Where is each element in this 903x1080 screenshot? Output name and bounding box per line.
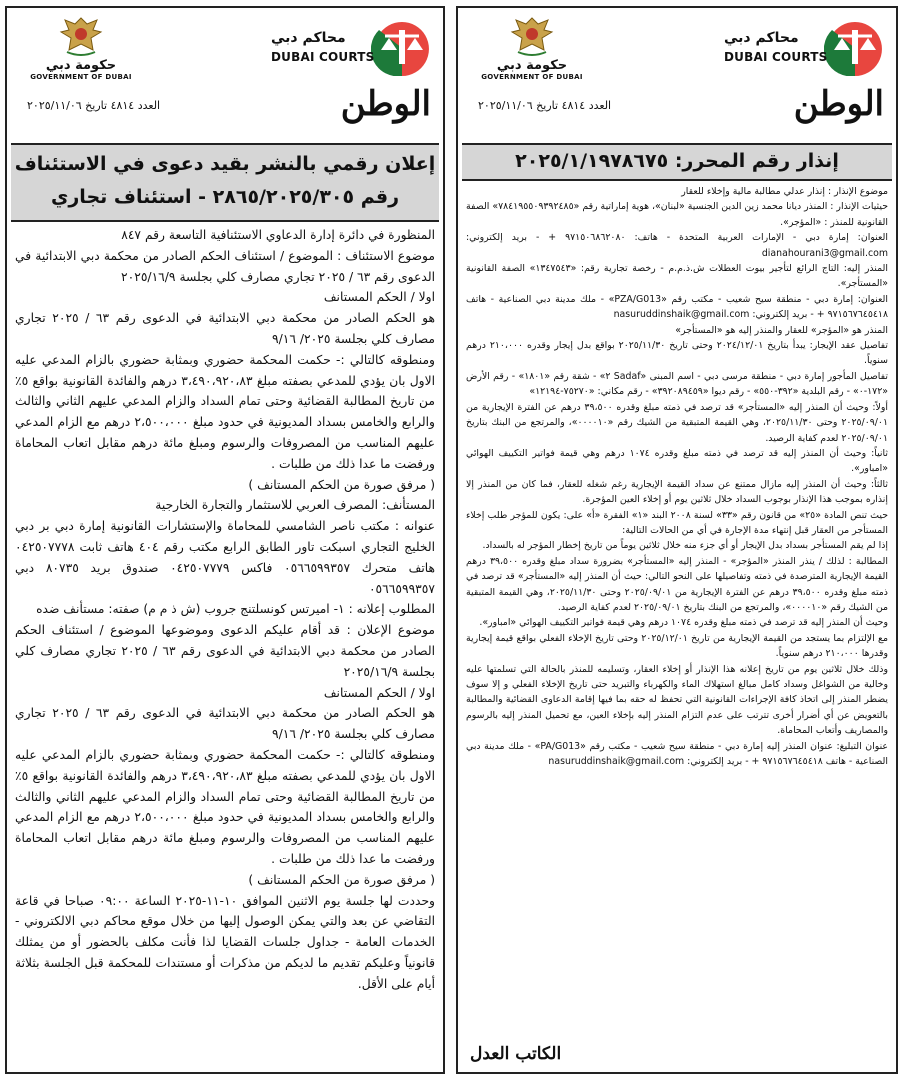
paragraph: حيث تنص المادة «٢٥» من قانون رقم «٣٣» لسنة ٢٠٠٨ البند «١» الفقرة «أ» على: يكون للمؤجر طلب إخلاء المستأجر من العقار قبل إنتهاء مدة الإجارة في أي من الحالات التالية: xyxy=(466,509,888,536)
issue-number-date: العدد ٤٨١٤ تاريخ ٢٠٢٥/١١/٠٦ xyxy=(27,99,161,112)
paragraph: المستأنف: المصرف العربي للاستثمار والتجارة الخارجية xyxy=(155,498,435,513)
paragraph: وذلك خلال ثلاثين يوم من تاريخ إعلانه هذا الإنذار أو إخلاء العقار، وتسليمه للمنذر بالحالة التي تسلمتها عليه وخالية من الشواغل وسداد كامل مبالغ استهلاك الماء والكهرباء والتبريد حتى تاريخ الإخلاء الفعلي و إلا سوف يضطر المنذر إلى اتخاذ كافة الإجراءات القانونية التي تحفظ له حقه بما فيها إقامة الدعاوى القضائية والمطالبة بالتعويض عن أي أضرار أخرى تترتب على عدم التزام المنذر إليه بإخلاء العين، مع تحميل المنذر إليه بالرسوم والمصاريف وأتعاب المحاماة. xyxy=(466,663,888,737)
paragraph: ( مرفق صورة من الحكم المستانف ) xyxy=(248,477,435,492)
courts-name-en: DUBAI COURTS xyxy=(271,50,375,64)
paragraph: هو الحكم الصادر من محكمة دبي الابتدائية في الدعوى رقم ٦٣ / ٢٠٢٥ تجاري مصارف كلي بجلسة ٢٠٢٥/ ٩/١٦ xyxy=(15,706,435,742)
government-name-en: GOVERNMENT OF DUBAI xyxy=(481,73,583,81)
paragraph: تفاصيل المأجور إمارة دبي - منطقة مرسى دبي - اسم المبنى «Sadaf ٢» - شقة رقم «١٨٠١» - رقم الأرض «١٧٢-٠» - رقم البلدية «٣٩٢-٥٥٠» - رقم ديوا «٣٩٢٠٨٩٤٥٩» - رقم مكاني: «٧٥٢٧٠-١٢١٩٤» xyxy=(466,370,888,398)
newspaper-name: الوطن xyxy=(340,84,431,124)
paragraph: اولا / الحكم المستانف xyxy=(323,290,435,305)
paragraph: أولاً: وحيث أن المنذر إليه «المستأجر» قد ترصد في ذمته مبلغ وقدره ٣٩،٥٠٠ درهم عن الفترة الإيجارية من ٢٠٢٥/٠٩/٠١ وحتى ٢٠٢٥/١١/٣٠، وهي القيمة المتبقية من الشيك رقم «٠٠٠٠١٠»، والمرتجع من البنك بتاريخ ٢٠٢٥/٠٩/٠١ لعدم كفاية الرصيد. xyxy=(466,401,888,444)
paragraph: موضوع الاستئناف : الموضوع / استئناف الحكم الصادر من محكمة دبي الابتدائية في الدعوى رقم ٦٣ / ٢٠٢٥ تجاري مصارف كلي بجلسة ٢٠٢٥/١٦/٩ xyxy=(15,248,435,284)
legal-warning-column xyxy=(456,6,898,1074)
paragraph: اولا / الحكم المستانف xyxy=(323,685,435,700)
government-name-ar: حكومة دبي xyxy=(496,58,568,73)
scales-of-justice-icon xyxy=(371,20,433,76)
government-name-en: GOVERNMENT OF DUBAI xyxy=(30,73,132,81)
paragraph: المطلوب إعلانه : ١- اميرتس كونسلتنج جروب (ش ذ م م) صفته: مستأنف ضده xyxy=(36,602,435,617)
paragraph: موضوع الإعلان : قد أقام عليكم الدعوى وموضوعها الموضوع / استئناف الحكم الصادر من محكمة دبي الابتدائية في الدعوى رقم ٦٣ / ٢٠٢٥ تجاري مصارف كلي بجلسة ٢٠٢٥/١٦/٩ xyxy=(15,623,436,679)
paragraph: عنوانه : مكتب ناصر الشامسي للمحاماة والإستشارات القانونية إمارة دبي بر دبي الخليج التجاري اسبكت تاور الطابق الرابع مكتب رقم ٤٠٤ هاتف ثابت ٠٤٢٥٠٧٧٧٨ هاتف متحرك ٠٥٦٦٥٩٩٣٥٧ فاكس ٠٤٢٥٠٧٧٧٩ صندوق بريد ٨٠٧٣٥ دبي ٠٥٦٦٥٩٩٣٥٧ xyxy=(15,519,435,596)
appeal-notice-title: إعلان رقمي بالنشر بقيد دعوى في الاستئناف رقم ٢٨٦٥/٢٠٢٥/٣٠٥ - استئناف تجاري xyxy=(11,143,439,222)
paragraph: العنوان: إمارة دبي - الإمارات العربية المتحدة - هاتف: ٩٧١٥٠٦٨٦٢٠٨٠ + - بريد إلكتروني: dianahourani3@gmail.com xyxy=(466,232,888,259)
paragraph: وحددت لها جلسة يوم الاثنين الموافق ١٠-١١-٢٠٢٥ الساعة ٠٩:٠٠ صباحا في قاعة التقاضي عن بعد والتي يمكن الوصول إليها من خلال موقع محاكم دبي الالكتروني - الخدمات العامة - جداول جلسات القضايا لذا فأنت مكلف بالحضور أو من يمثلك قانونياً وعليكم تقديم ما لديكم من مذكرات أو مستندات للمحكمة قبل الجلسة بثلاثة أيام على الأقل. xyxy=(15,893,435,991)
paragraph: تفاصيل عقد الإيجار: يبدأ بتاريخ ٢٠٢٤/١٢/٠١ وحتى تاريخ ٢٠٢٥/١١/٣٠ بواقع بدل إيجار وقدره ٢١٠،٠٠٠ درهم سنوياً. xyxy=(466,340,888,367)
warning-notice-title: إنذار رقم المحرر: ٢٠٢٥/١/١٩٧٨٦٧٥ xyxy=(462,143,892,181)
paragraph: المطالبة : لذلك / ينذر المنذر «المؤجر» - المنذر إليه «المستأجر» بضرورة سداد مبلغ وقدره ٣٩،٥٠٠ درهم القيمة الإيجارية المترصدة في ذمته وتفاصيلها على النحو التالي: حيث أن المنذر إليه «المستأجر» قد ترصد في ذمته مبلغ وقدره ٣٩،٥٠٠ درهم عن الفترة الإيجارية من ٢٠٢٥/٠٩/٠١ وحتى ٢٠٢٥/١١/٣٠، وهي القيمة المتبقية من الشيك رقم «٠٠٠٠١٠»، والمرتجع من البنك بتاريخ ٢٠٢٥/٠٩/٠١ لعدم كفاية الرصيد. xyxy=(466,555,888,613)
scales-of-justice-icon xyxy=(824,20,886,76)
paragraph: ومنطوقه كالتالي :- حكمت المحكمة حضوري وبمثابة حضوري بالزام المدعي عليه الاول بان يؤدي للمدعي بصفته مبلغ ٣،٤٩٠،٩٢٠،٨٣ درهم والفائدة القانونية بواقع ٥٪ من تاريخ المطالبة القضائية وحتى تمام السداد والزام المدعي عليهم الثاني والثالث والرابع والخامس بسداد المديونية في حدود مبلغ ٢،٥٠٠،٠٠٠ درهم مع الزام المدعي عليهم المناسب من المصروفات والرسوم ومبلغ مائة درهم مقابل اتعاب المحاماة ورفضت ما عدا ذلك من طلبات . xyxy=(15,352,436,471)
paragraph: إذا لم يقم المستأجر بسداد بدل الإيجار أو أي جزء منه خلال ثلاثين يوماً من تاريخ إخطار المؤجر له بالسداد. xyxy=(482,540,888,552)
falcon-emblem-icon xyxy=(508,14,556,58)
newspaper-name: الوطن xyxy=(793,84,884,124)
paragraph: موضوع الإنذار : إنذار عدلي مطالبة مالية وإخلاء للعقار xyxy=(681,186,888,197)
appeal-notice-body xyxy=(7,222,443,994)
paragraph: ثالثاً: وحيث أن المنذر إليه مازال ممتنع عن سداد القيمة الإيجارية رغم شغله للعقار، فما كان من المنذر إلا إنذاره بموجب هذا الإنذار بوجوب السداد خلال ثلاثين يوم أو إخلاء العين المؤجرة. xyxy=(466,478,888,506)
paragraph: العنوان: إمارة دبي - منطقة سيح شعيب - مكتب رقم «PZA/G013» - ملك مدينة دبي الصناعية - هاتف ٩٧١٥٦٧٦٤٥٤١٨ + - بريد إلكتروني: nasuruddinshaik@gmail.com xyxy=(466,293,888,321)
government-of-dubai-logo xyxy=(21,14,141,82)
notice-header xyxy=(7,8,443,143)
paragraph: المنذر إليه: التاج الرائع لتأجير بيوت العطلات ش.ذ.م.م - رخصة تجارية رقم: «١٣٤٧٥٤٣» الصفة القانونية «المستأجر». xyxy=(466,263,888,290)
dubai-courts-logo xyxy=(253,20,433,80)
courts-name-ar: محاكم دبي xyxy=(271,30,346,46)
issue-number-date: العدد ٤٨١٤ تاريخ ٢٠٢٥/١١/٠٦ xyxy=(478,99,612,112)
appeal-notice-column xyxy=(5,6,445,1074)
paragraph: حيثيات الإنذار : المنذر ديانا محمد زين الدين الجنسية «لبنان»، هوية إماراتية رقم «٧٨٤١٩٥٥٠٩٣٩٢٤٨٥» الصفة القانونية للمنذر : «المؤجر». xyxy=(466,201,888,228)
paragraph: هو الحكم الصادر من محكمة دبي الابتدائية في الدعوى رقم ٦٣ / ٢٠٢٥ تجاري مصارف كلي بجلسة ٢٠٢٥/ ٩/١٦ xyxy=(15,311,435,346)
paragraph: ( مرفق صورة من الحكم المستانف ) xyxy=(248,872,435,887)
paragraph: مع الإلتزام بما يستجد من القيمة الإيجارية من تاريخ ٢٠٢٥/١٢/٠١ وحتى تاريخ الإخلاء الفعلي بواقع قيمة إيجارية وقدرها ٢١٠،٠٠٠ درهم سنوياً. xyxy=(466,632,888,660)
notary-signature: الكاتب العدل xyxy=(470,1044,562,1064)
paragraph: المنظورة في دائرة إدارة الدعاوي الاستئنافية التاسعة رقم ٨٤٧ xyxy=(121,228,435,242)
government-of-dubai-logo xyxy=(472,14,592,82)
courts-name-ar: محاكم دبي xyxy=(724,30,799,46)
courts-name-en: DUBAI COURTS xyxy=(724,50,828,64)
paragraph: ثانياً: وحيث أن المنذر إليه قد ترصد في ذمته مبلغ وقدره ١٠٧٤ درهم وهي قيمة فواتير التكييف الهوائي «امباور». xyxy=(466,447,888,475)
paragraph: عنوان التبليغ: عنوان المنذر إليه إمارة دبي - منطقة سيح شعيب - مكتب رقم «PA/G013» - ملك مدينة دبي الصناعية - هاتف ٩٧١٥٦٧٦٤٥٤١٨ + - بريد إلكتروني: nasuruddinshaik@gmail.com xyxy=(466,740,888,768)
dubai-courts-logo xyxy=(706,20,886,80)
notice-header xyxy=(458,8,896,143)
paragraph: المنذر هو «المؤجر» للعقار والمنذر إليه هو «المستأجر» xyxy=(675,324,888,336)
paragraph: ومنطوقه كالتالي :- حكمت المحكمة حضوري وبمثابة حضوري بالزام المدعي عليه الاول بان يؤدي للمدعي بصفته مبلغ ٣،٤٩٠،٩٢٠،٨٣ درهم والفائدة القانونية بواقع ٥٪ من تاريخ المطالبة القضائية وحتى تمام السداد والزام المدعي عليهم الثاني والثالث والرابع والخامس بسداد المديونية في حدود مبلغ ٢،٥٠٠،٠٠٠ درهم مع الزام المدعي عليهم المناسب من المصروفات والرسوم ومبلغ مائة درهم مقابل اتعاب المحاماة ورفضت ما عدا ذلك من طلبات . xyxy=(15,747,436,866)
warning-notice-body xyxy=(458,181,896,769)
falcon-emblem-icon xyxy=(57,14,105,58)
paragraph: وحيث أن المنذر إليه قد ترصد في ذمته مبلغ وقدره ١٠٧٤ درهم وهي قيمة فواتير التكييف الهوائي «امباور». xyxy=(479,617,888,629)
government-name-ar: حكومة دبي xyxy=(45,58,117,73)
